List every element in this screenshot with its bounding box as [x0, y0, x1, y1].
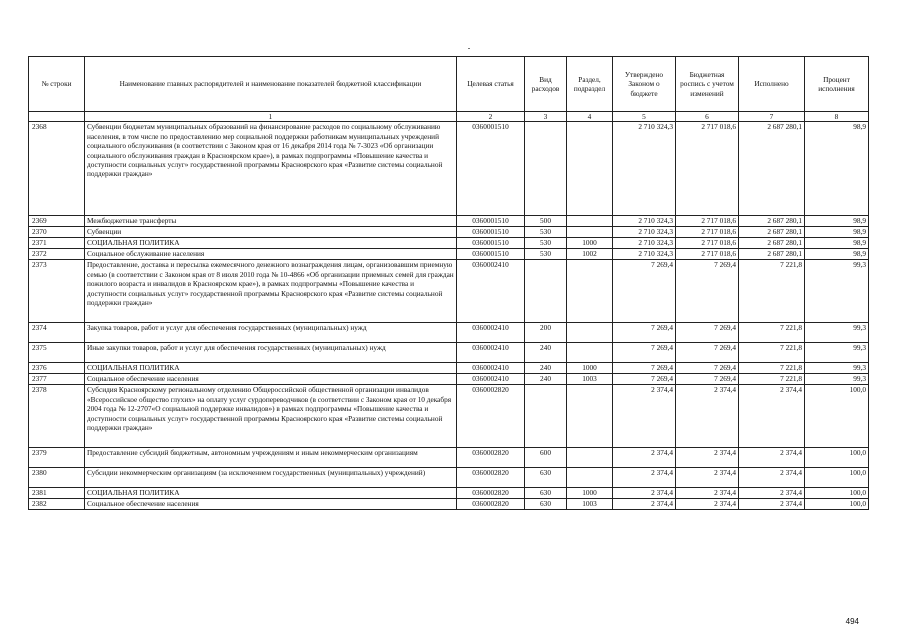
row-number-cell: 2379: [29, 448, 85, 468]
row-number-cell: 2370: [29, 227, 85, 238]
approved-cell: 2 374,4: [613, 468, 676, 488]
row-name-cell: Субсидия Красноярскому региональному отделению Общероссийской общественной организации инвалидов «Всероссийское общество глухих» на оплату услуг сурдопереводчиков (в соответствии с Законом края от 10 декабря 2004 года № 12-2707«О социальной поддержке инвалидов») в рамках подпрограммы «Повышение качества и доступности социальных услуг» государственной программы Красноярского края «Развитие системы социальной поддержки граждан»: [85, 385, 457, 448]
target-article-cell: 0360002820: [457, 385, 525, 448]
percent-cell: 99,3: [805, 323, 869, 343]
header-section: Раздел, подраздел: [567, 57, 613, 112]
budget-list-cell: 7 269,4: [676, 323, 739, 343]
executed-cell: 7 221,8: [739, 363, 805, 374]
approved-cell: 2 374,4: [613, 385, 676, 448]
row-name-cell: Социальное обеспечение населения: [85, 374, 457, 385]
table-row: [29, 448, 869, 468]
expense-type-cell: 530: [525, 249, 567, 260]
expense-type-cell: 530: [525, 227, 567, 238]
executed-cell: 2 374,4: [739, 385, 805, 448]
budget-list-cell: 7 269,4: [676, 374, 739, 385]
column-number: 1: [85, 112, 457, 122]
column-number: 6: [676, 112, 739, 122]
section-cell: 1000: [567, 488, 613, 499]
expense-type-cell: 500: [525, 216, 567, 227]
table-row: [29, 374, 869, 385]
percent-cell: 99,3: [805, 374, 869, 385]
section-cell: 1000: [567, 363, 613, 374]
approved-cell: 2 710 324,3: [613, 238, 676, 249]
row-name-cell: Субвенции: [85, 227, 457, 238]
budget-list-cell: 2 374,4: [676, 488, 739, 499]
row-number-cell: 2371: [29, 238, 85, 249]
target-article-cell: 0360002410: [457, 260, 525, 323]
header-budget-list: Бюджетная роспись с учетом изменений: [676, 57, 739, 112]
budget-list-cell: 2 374,4: [676, 385, 739, 448]
row-number-cell: 2373: [29, 260, 85, 323]
table-row: [29, 488, 869, 499]
page-number: 494: [845, 617, 859, 626]
executed-cell: 2 374,4: [739, 448, 805, 468]
row-name-cell: Социальное обеспечение населения: [85, 499, 457, 510]
budget-list-cell: 2 374,4: [676, 499, 739, 510]
executed-cell: 7 221,8: [739, 374, 805, 385]
expense-type-cell: 530: [525, 238, 567, 249]
table-row: [29, 260, 869, 323]
row-name-cell: Закупка товаров, работ и услуг для обеспечения государственных (муниципальных) нужд: [85, 323, 457, 343]
row-number-cell: 2368: [29, 122, 85, 216]
target-article-cell: 0360002820: [457, 468, 525, 488]
table-row: [29, 216, 869, 227]
budget-list-cell: 2 717 018,6: [676, 122, 739, 216]
header-approved: Утверждено Законом о бюджете: [613, 57, 676, 112]
row-number-cell: 2369: [29, 216, 85, 227]
target-article-cell: 0360002410: [457, 343, 525, 363]
budget-list-cell: 2 374,4: [676, 468, 739, 488]
expense-type-cell: [525, 385, 567, 448]
section-cell: 1002: [567, 249, 613, 260]
approved-cell: 2 710 324,3: [613, 216, 676, 227]
target-article-cell: 0360002410: [457, 363, 525, 374]
percent-cell: 99,3: [805, 363, 869, 374]
expense-type-cell: [525, 122, 567, 216]
table-row: [29, 499, 869, 510]
executed-cell: 2 687 280,1: [739, 122, 805, 216]
target-article-cell: 0360002410: [457, 374, 525, 385]
expense-type-cell: 200: [525, 323, 567, 343]
section-cell: [567, 260, 613, 323]
percent-cell: 98,9: [805, 122, 869, 216]
column-number: 5: [613, 112, 676, 122]
column-number: 4: [567, 112, 613, 122]
row-number-cell: 2372: [29, 249, 85, 260]
target-article-cell: 0360002820: [457, 488, 525, 499]
percent-cell: 100,0: [805, 468, 869, 488]
executed-cell: 2 687 280,1: [739, 216, 805, 227]
percent-cell: 100,0: [805, 488, 869, 499]
row-name-cell: Предоставление, доставка и пересылка ежемесячного денежного вознаграждения лицам, организовавшим приемную семью (в соответствии с Законом края от 8 июля 2010 года № 10-4866 «Об организации приемных семей для граждан пожилого возраста и инвалидов в Красноярском крае»), в рамках подпрограммы «Повышение качества и доступности социальных услуг» государственной программы Красноярского края «Развитие системы социальной поддержки граждан»: [85, 260, 457, 323]
section-cell: [567, 385, 613, 448]
row-number-cell: 2374: [29, 323, 85, 343]
expense-type-cell: 630: [525, 488, 567, 499]
row-name-cell: Иные закупки товаров, работ и услуг для обеспечения государственных (муниципальных) нужд: [85, 343, 457, 363]
table-row: [29, 249, 869, 260]
row-number-cell: 2375: [29, 343, 85, 363]
section-cell: [567, 216, 613, 227]
executed-cell: 2 687 280,1: [739, 238, 805, 249]
header-expense-type: Вид расходов: [525, 57, 567, 112]
column-number: 2: [457, 112, 525, 122]
row-number-cell: 2382: [29, 499, 85, 510]
header-row-number: № строки: [29, 57, 85, 112]
budget-list-cell: 2 717 018,6: [676, 227, 739, 238]
header-name: Наименование главных распорядителей и наименование показателей бюджетной классификации: [85, 57, 457, 112]
expense-type-cell: 240: [525, 374, 567, 385]
approved-cell: 2 374,4: [613, 499, 676, 510]
section-cell: [567, 227, 613, 238]
approved-cell: 2 710 324,3: [613, 227, 676, 238]
row-number-cell: 2378: [29, 385, 85, 448]
percent-cell: 100,0: [805, 385, 869, 448]
expense-type-cell: 240: [525, 363, 567, 374]
budget-list-cell: 2 717 018,6: [676, 249, 739, 260]
section-cell: [567, 448, 613, 468]
budget-list-cell: 7 269,4: [676, 363, 739, 374]
target-article-cell: 0360001510: [457, 122, 525, 216]
executed-cell: 2 687 280,1: [739, 227, 805, 238]
percent-cell: 98,9: [805, 227, 869, 238]
executed-cell: 2 374,4: [739, 468, 805, 488]
table-row: [29, 122, 869, 216]
section-cell: [567, 343, 613, 363]
row-name-cell: СОЦИАЛЬНАЯ ПОЛИТИКА: [85, 238, 457, 249]
percent-cell: 99,3: [805, 343, 869, 363]
target-article-cell: 0360001510: [457, 216, 525, 227]
approved-cell: 7 269,4: [613, 343, 676, 363]
header-target-article: Целевая статья: [457, 57, 525, 112]
approved-cell: 2 374,4: [613, 488, 676, 499]
target-article-cell: 0360002820: [457, 448, 525, 468]
row-name-cell: СОЦИАЛЬНАЯ ПОЛИТИКА: [85, 488, 457, 499]
section-cell: 1003: [567, 374, 613, 385]
row-name-cell: Предоставление субсидий бюджетным, автономным учреждениям и иным некоммерческим организациям: [85, 448, 457, 468]
column-number: 7: [739, 112, 805, 122]
table-body: [29, 122, 869, 510]
approved-cell: 2 374,4: [613, 448, 676, 468]
table-row: [29, 468, 869, 488]
approved-cell: 7 269,4: [613, 260, 676, 323]
percent-cell: 100,0: [805, 448, 869, 468]
executed-cell: 2 374,4: [739, 499, 805, 510]
row-number-cell: 2377: [29, 374, 85, 385]
row-number-cell: 2381: [29, 488, 85, 499]
header-percent: Процент исполнения: [805, 57, 869, 112]
budget-list-cell: 7 269,4: [676, 260, 739, 323]
table-row: [29, 363, 869, 374]
budget-list-cell: 7 269,4: [676, 343, 739, 363]
executed-cell: 7 221,8: [739, 343, 805, 363]
approved-cell: 7 269,4: [613, 363, 676, 374]
column-number: [29, 112, 85, 122]
budget-list-cell: 2 717 018,6: [676, 216, 739, 227]
budget-table-sheet: [28, 56, 868, 510]
table-header-row: [29, 57, 869, 112]
executed-cell: 7 221,8: [739, 323, 805, 343]
approved-cell: 2 710 324,3: [613, 249, 676, 260]
executed-cell: 7 221,8: [739, 260, 805, 323]
budget-table: [28, 56, 869, 510]
target-article-cell: 0360001510: [457, 238, 525, 249]
expense-type-cell: [525, 260, 567, 323]
expense-type-cell: 630: [525, 499, 567, 510]
table-row: [29, 227, 869, 238]
section-cell: 1003: [567, 499, 613, 510]
budget-list-cell: 2 717 018,6: [676, 238, 739, 249]
table-row: [29, 323, 869, 343]
target-article-cell: 0360002820: [457, 499, 525, 510]
percent-cell: 98,9: [805, 216, 869, 227]
executed-cell: 2 687 280,1: [739, 249, 805, 260]
column-number-row: [29, 112, 869, 122]
target-article-cell: 0360001510: [457, 227, 525, 238]
percent-cell: 100,0: [805, 499, 869, 510]
percent-cell: 98,9: [805, 238, 869, 249]
row-number-cell: 2380: [29, 468, 85, 488]
section-cell: [567, 468, 613, 488]
expense-type-cell: 240: [525, 343, 567, 363]
header-executed: Исполнено: [739, 57, 805, 112]
executed-cell: 2 374,4: [739, 488, 805, 499]
target-article-cell: 0360002410: [457, 323, 525, 343]
table-row: [29, 238, 869, 249]
approved-cell: 2 710 324,3: [613, 122, 676, 216]
row-name-cell: Субвенции бюджетам муниципальных образований на финансирование расходов по социальному обслуживанию населения, в том числе по предоставлению мер социальной поддержки работникам муниципальных учреждений социального обслуживания (в соответствии с Законом края от 16 декабря 2014 года № 7-3023 «Об организации социального обслуживания граждан в Красноярском крае»), в рамках подпрограммы «Повышение качества и доступности социальных услуг» государственной программы Красноярского края «Развитие системы социальной поддержки граждан»: [85, 122, 457, 216]
section-cell: [567, 323, 613, 343]
scan-mark: [468, 48, 470, 49]
approved-cell: 7 269,4: [613, 323, 676, 343]
row-name-cell: Социальное обслуживание населения: [85, 249, 457, 260]
section-cell: 1000: [567, 238, 613, 249]
row-name-cell: СОЦИАЛЬНАЯ ПОЛИТИКА: [85, 363, 457, 374]
expense-type-cell: 600: [525, 448, 567, 468]
column-number: 3: [525, 112, 567, 122]
section-cell: [567, 122, 613, 216]
row-name-cell: Межбюджетные трансферты: [85, 216, 457, 227]
percent-cell: 99,3: [805, 260, 869, 323]
column-number: 8: [805, 112, 869, 122]
expense-type-cell: 630: [525, 468, 567, 488]
table-row: [29, 385, 869, 448]
budget-list-cell: 2 374,4: [676, 448, 739, 468]
row-number-cell: 2376: [29, 363, 85, 374]
table-row: [29, 343, 869, 363]
row-name-cell: Субсидии некоммерческим организациям (за исключением государственных (муниципальных) учреждений): [85, 468, 457, 488]
approved-cell: 7 269,4: [613, 374, 676, 385]
target-article-cell: 0360001510: [457, 249, 525, 260]
percent-cell: 98,9: [805, 249, 869, 260]
